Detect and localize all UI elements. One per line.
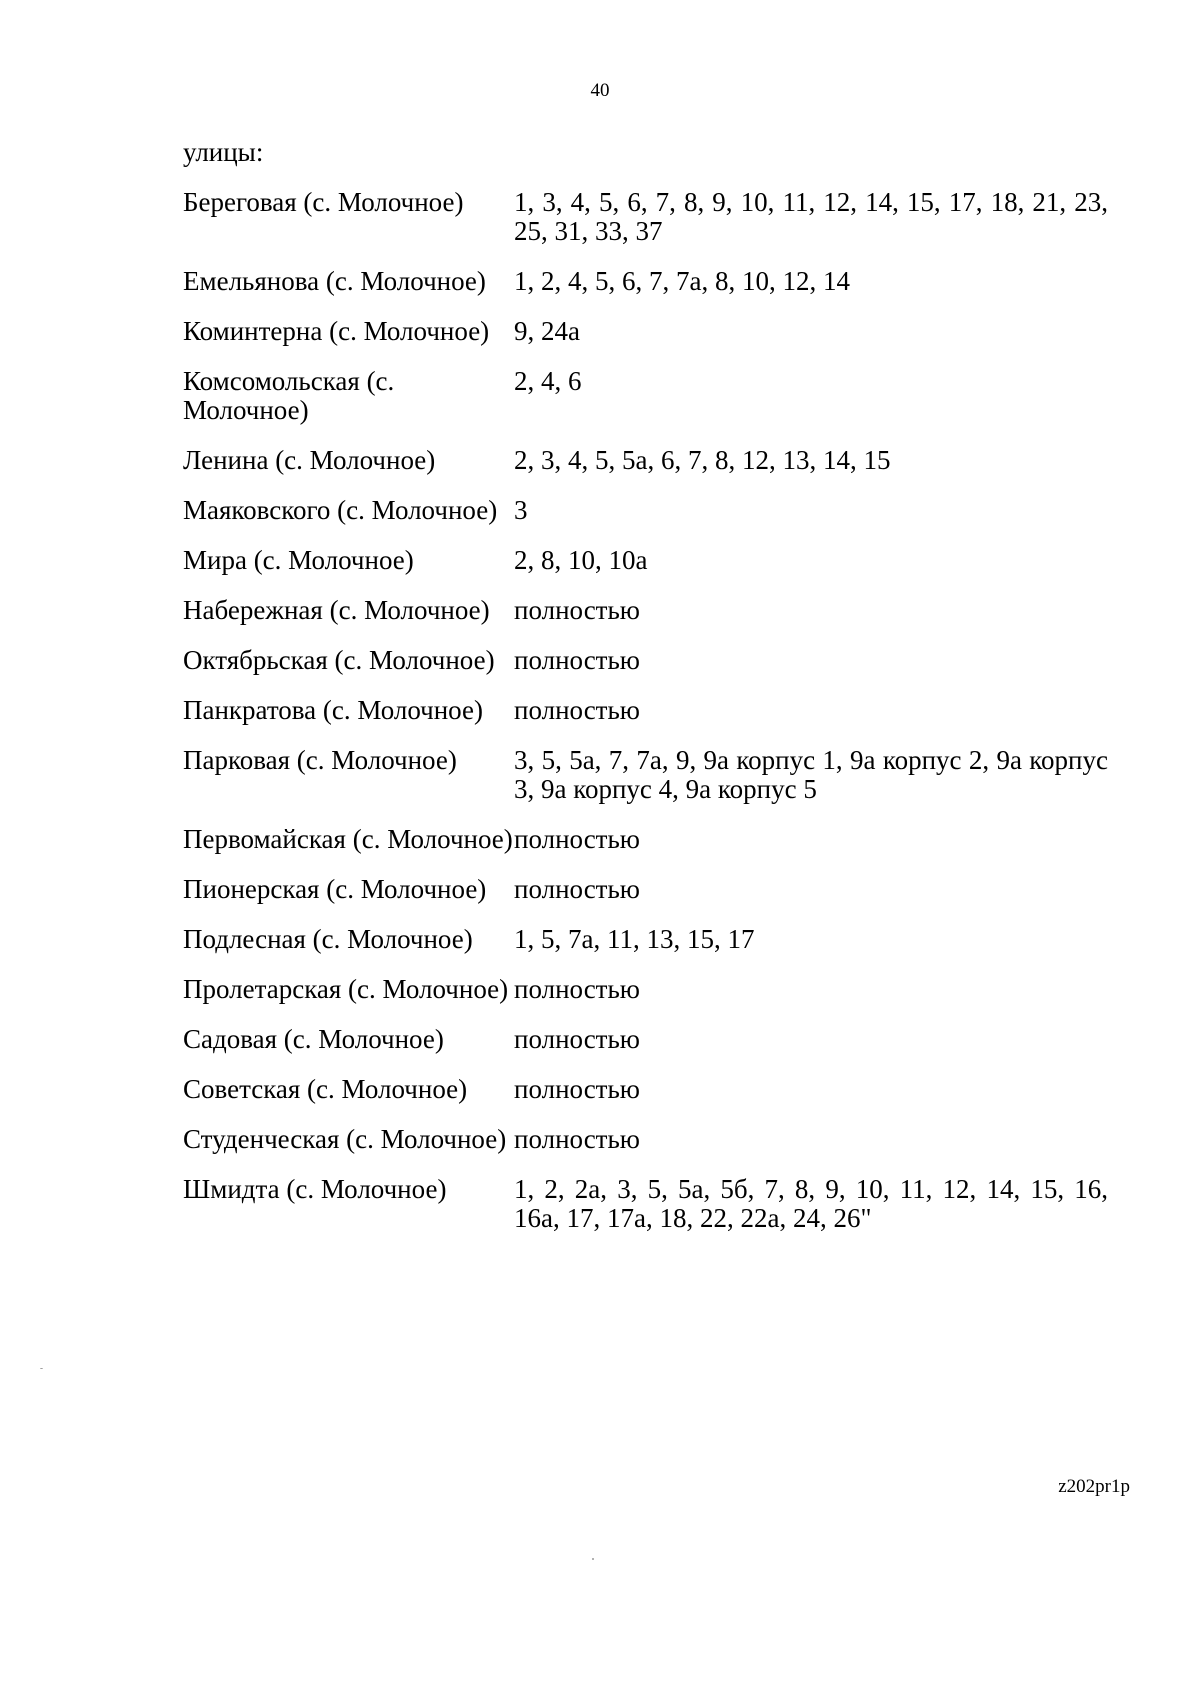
street-name: Советская (с. Молочное) <box>183 1074 468 1104</box>
street-name: Парковая (с. Молочное) <box>183 745 457 775</box>
street-name: Пролетарская (с. Молочное) <box>183 974 509 1004</box>
street-name: Октябрьская (с. Молочное) <box>183 645 495 675</box>
house-numbers: полностью <box>514 874 640 904</box>
scan-speck <box>40 1368 43 1369</box>
street-row <box>183 1125 1108 1154</box>
house-numbers: 1, 2, 2а, 3, 5, 5а, 5б, 7, 8, 9, 10, 11, 12, 14, 15, 16, 16а, 17, 17а, 18, 22, 22а, 24, 26" <box>514 1174 1108 1233</box>
house-numbers: 2, 4, 6 <box>514 366 582 396</box>
street-row <box>183 696 1108 725</box>
house-numbers: полностью <box>514 1074 640 1104</box>
street-row <box>183 925 1108 954</box>
street-name: Первомайская (с. Молочное) <box>183 824 513 854</box>
street-row <box>183 596 1108 625</box>
street-name: Коминтерна (с. Молочное) <box>183 316 490 346</box>
street-name: Панкратова (с. Молочное) <box>183 695 483 725</box>
street-list <box>183 188 1108 1254</box>
street-name: Набережная (с. Молочное) <box>183 595 490 625</box>
house-numbers: 9, 24а <box>514 316 580 346</box>
scan-speck <box>592 1558 594 1560</box>
house-numbers: полностью <box>514 1024 640 1054</box>
street-name: Студенческая (с. Молочное) <box>183 1124 507 1154</box>
street-row <box>183 1075 1108 1104</box>
street-row <box>183 446 1108 475</box>
street-name: Мира (с. Молочное) <box>183 545 414 575</box>
page-number: 40 <box>590 80 610 101</box>
street-name: Пионерская (с. Молочное) <box>183 874 487 904</box>
street-row <box>183 646 1108 675</box>
street-row <box>183 825 1108 854</box>
house-numbers: 1, 3, 4, 5, 6, 7, 8, 9, 10, 11, 12, 14, 15, 17, 18, 21, 23, 25, 31, 33, 37 <box>514 187 1108 246</box>
house-numbers: 3, 5, 5а, 7, 7а, 9, 9а корпус 1, 9а корпус 2, 9а корпус 3, 9а корпус 4, 9а корпус 5 <box>514 745 1108 804</box>
house-numbers: полностью <box>514 695 640 725</box>
street-row <box>183 496 1108 525</box>
house-numbers: 3 <box>514 495 528 525</box>
house-numbers: 2, 8, 10, 10а <box>514 545 648 575</box>
street-name: Маяковского (с. Молочное) <box>183 495 498 525</box>
street-row <box>183 746 1108 804</box>
street-name: Комсомольская (с. Молочное) <box>183 366 395 425</box>
house-numbers: 2, 3, 4, 5, 5а, 6, 7, 8, 12, 13, 14, 15 <box>514 445 891 475</box>
street-row <box>183 367 1108 425</box>
house-numbers: 1, 2, 4, 5, 6, 7, 7а, 8, 10, 12, 14 <box>514 266 850 296</box>
house-numbers: полностью <box>514 824 640 854</box>
street-name: Подлесная (с. Молочное) <box>183 924 473 954</box>
street-row <box>183 875 1108 904</box>
house-numbers: полностью <box>514 595 640 625</box>
street-name: Береговая (с. Молочное) <box>183 187 464 217</box>
street-row <box>183 317 1108 346</box>
street-row <box>183 1025 1108 1054</box>
streets-heading: улицы: <box>183 137 264 167</box>
street-row <box>183 267 1108 296</box>
street-name: Емельянова (с. Молочное) <box>183 266 486 296</box>
house-numbers: полностью <box>514 645 640 675</box>
street-name: Садовая (с. Молочное) <box>183 1024 444 1054</box>
house-numbers: полностью <box>514 1124 640 1154</box>
house-numbers: полностью <box>514 974 640 1004</box>
street-row <box>183 546 1108 575</box>
street-row <box>183 975 1108 1004</box>
street-name: Ленина (с. Молочное) <box>183 445 436 475</box>
house-numbers: 1, 5, 7а, 11, 13, 15, 17 <box>514 924 755 954</box>
street-row <box>183 1175 1108 1233</box>
street-name: Шмидта (с. Молочное) <box>183 1174 447 1204</box>
street-row <box>183 188 1108 246</box>
document-code: z202pr1p <box>1058 1476 1130 1497</box>
